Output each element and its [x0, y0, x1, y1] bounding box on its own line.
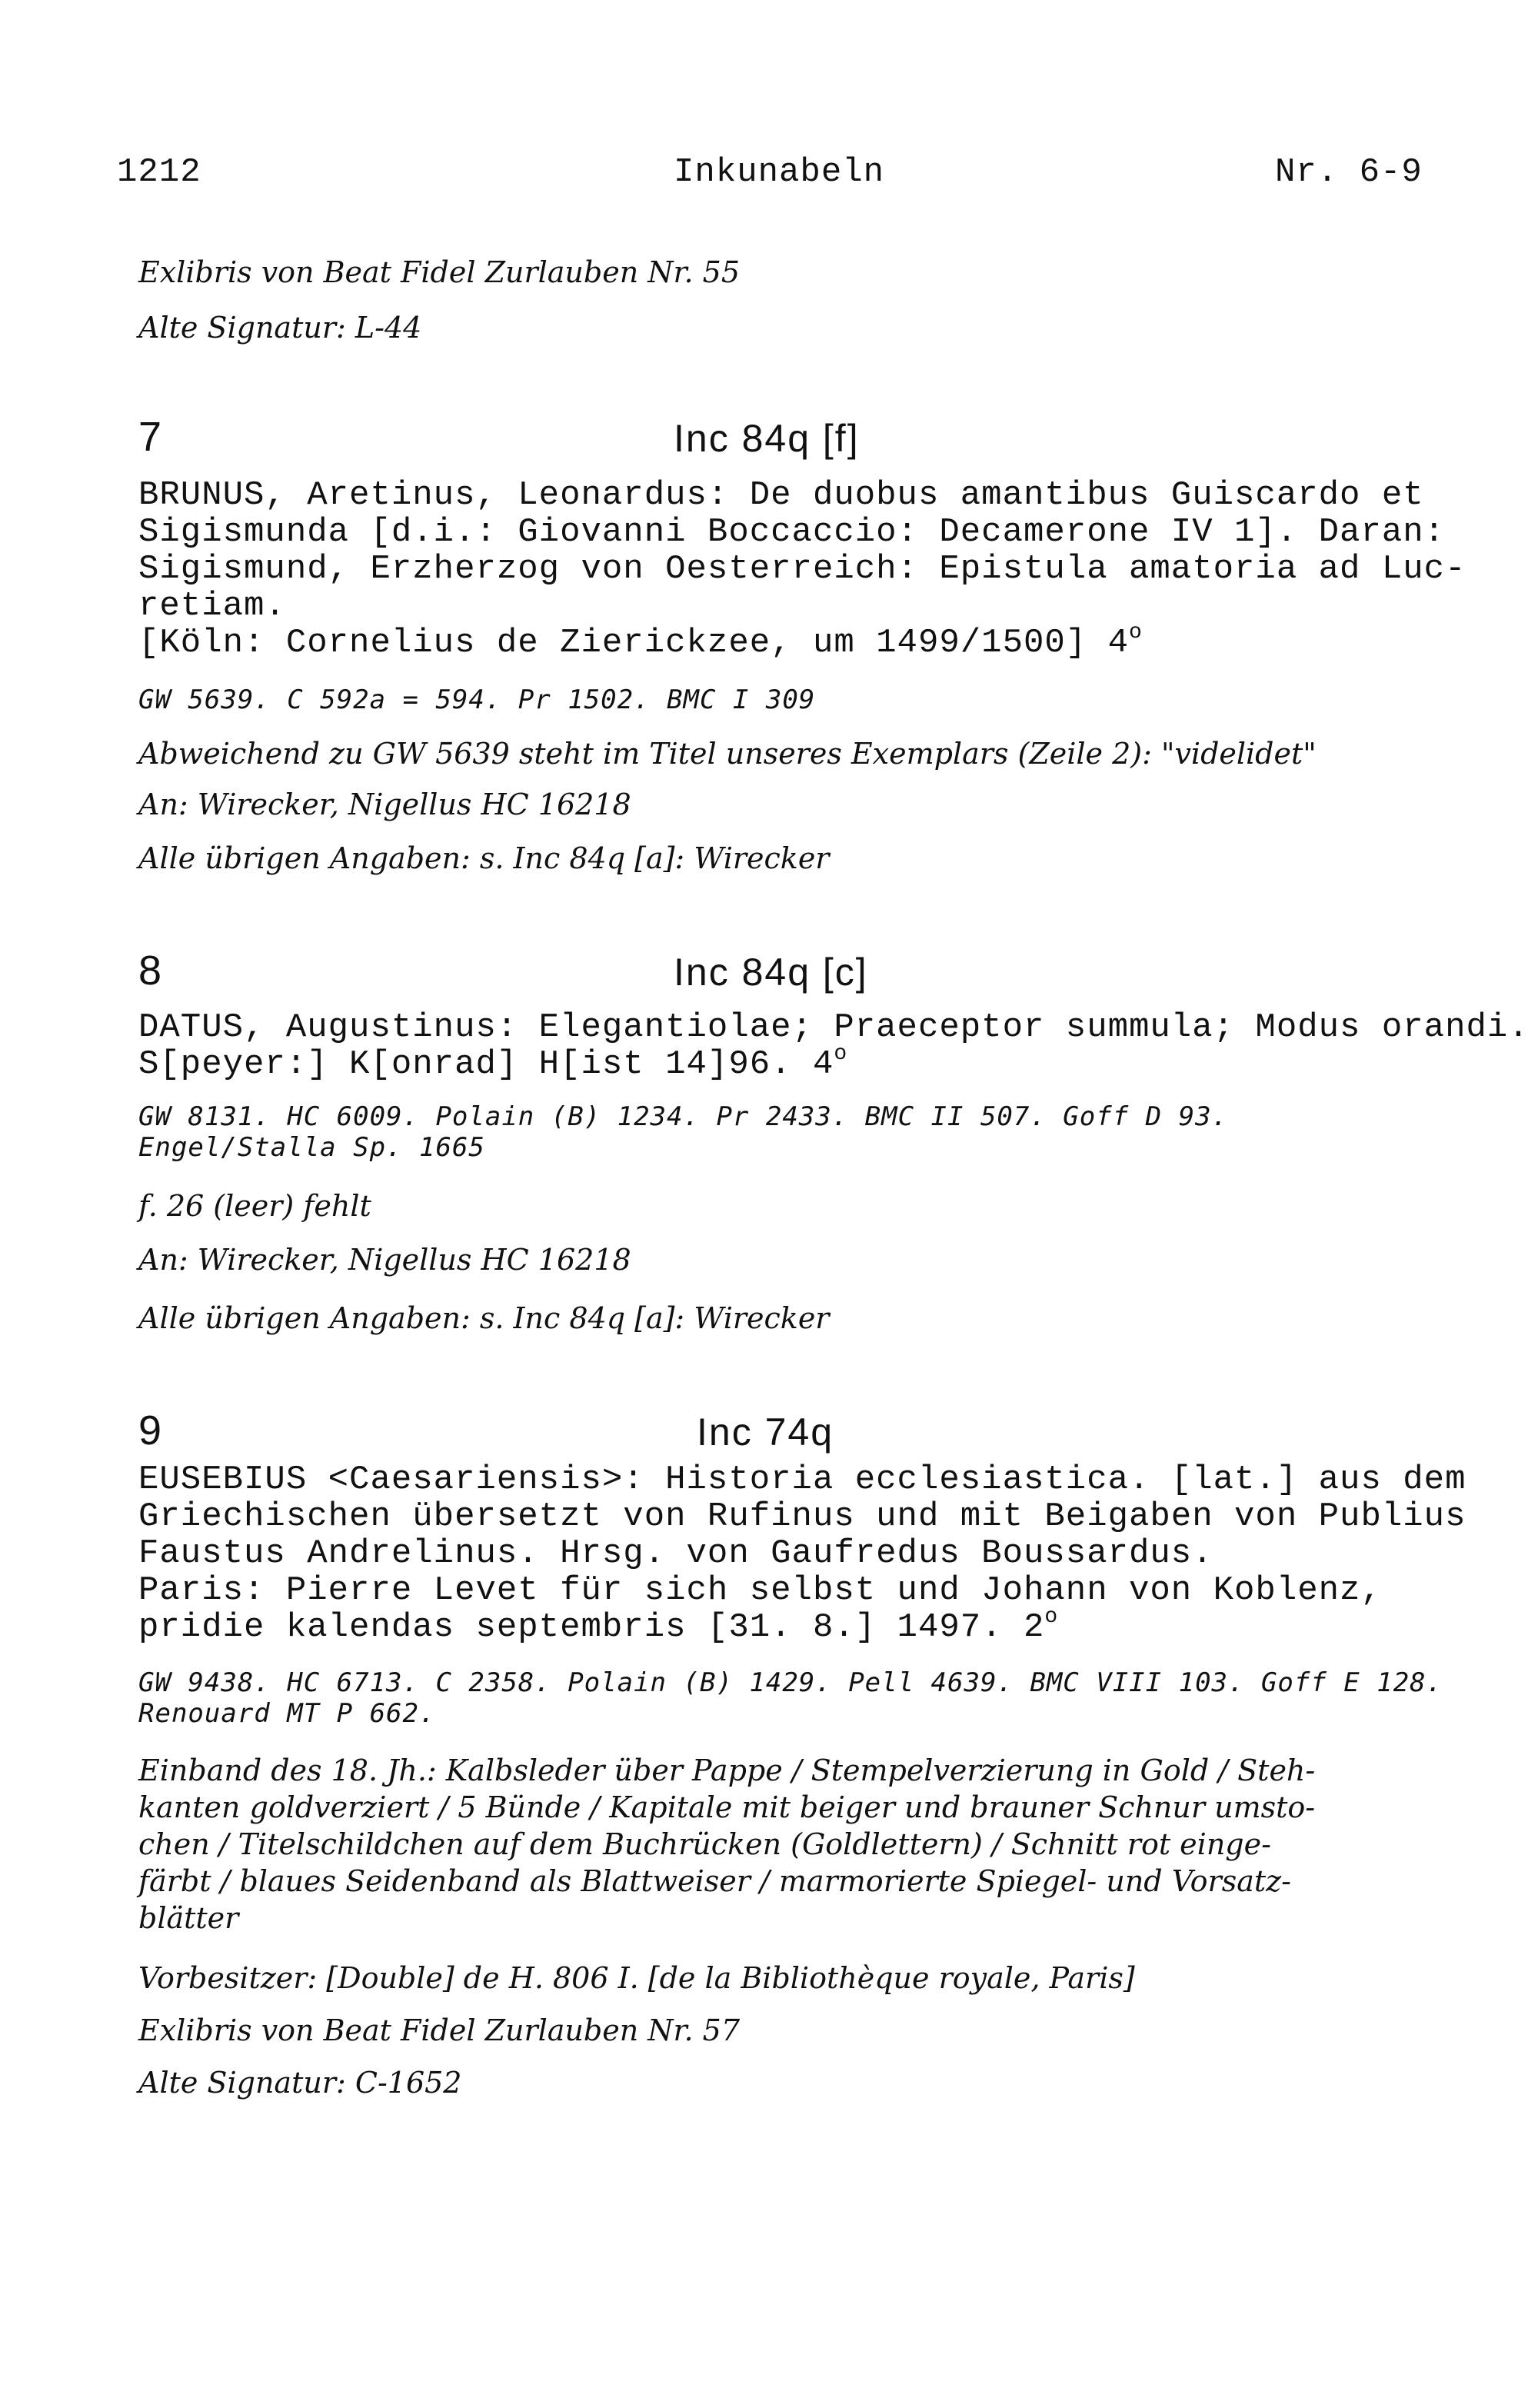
binding-description [138, 1752, 1315, 1937]
entry-number: 8 [138, 948, 162, 994]
description-line: pridie kalendas septembris [31. 8.] 1497. 2$^o$ [138, 1605, 1059, 1647]
shelfmark: Inc 74q [697, 1410, 834, 1454]
references [138, 1101, 1228, 1163]
references: GW 5639. C 592a = 594. Pr 1502. BMC I 309 [138, 684, 816, 715]
binding-line: chen / Titelschildchen auf dem Buchrücken (Goldlettern) / Schnitt rot einge- [138, 1827, 1271, 1861]
entry-number: 7 [138, 414, 162, 460]
note: f. 26 (leer) fehlt [138, 1189, 371, 1223]
references [138, 1667, 1443, 1729]
format-superscript: o [1129, 621, 1143, 645]
entry-description [138, 1009, 1530, 1083]
carryover-signatur: Alte Signatur: L-44 [138, 311, 422, 345]
page-number: 1212 [117, 153, 201, 192]
binding-line: blätter [138, 1901, 239, 1935]
format-superscript: o [1044, 1605, 1059, 1630]
note: An: Wirecker, Nigellus HC 16218 [138, 1243, 631, 1277]
note: Alle übrigen Angaben: s. Inc 84q [a]: Wirecker [138, 1301, 830, 1335]
reference-line: Engel/Stalla Sp. 1665 [138, 1132, 485, 1163]
description-line: Griechischen übersetzt von Rufinus und mit Beigaben von Publius [138, 1497, 1466, 1536]
note: Abweichend zu GW 5639 steht im Titel unseres Exemplars (Zeile 2): "videlidet" [138, 737, 1317, 771]
description-line: BRUNUS, Aretinus, Leonardus: De duobus amantibus Guiscardo et [138, 476, 1424, 515]
carryover-exlibris: Exlibris von Beat Fidel Zurlauben Nr. 55 [138, 255, 741, 289]
reference-line: GW 9438. HC 6713. C 2358. Polain (B) 1429. Pell 4639. BMC VIII 103. Goff E 128. [138, 1667, 1443, 1698]
description-line: Sigismunda [d.i.: Giovanni Boccaccio: Decamerone IV 1]. Daran: [138, 513, 1446, 551]
note: An: Wirecker, Nigellus HC 16218 [138, 788, 631, 821]
description-line: retiam. [138, 587, 286, 625]
binding-line: färbt / blaues Seidenband als Blattweiser / marmorierte Spiegel- und Vorsatz- [138, 1864, 1291, 1898]
note: Alte Signatur: C-1652 [138, 2066, 462, 2100]
reference-line: GW 8131. HC 6009. Polain (B) 1234. Pr 2433. BMC II 507. Goff D 93. [138, 1101, 1229, 1132]
description-line: Sigismund, Erzherzog von Oesterreich: Epistula amatoria ad Luc- [138, 550, 1466, 588]
entry-range: Nr. 6-9 [1275, 153, 1423, 192]
note: Alle übrigen Angaben: s. Inc 84q [a]: Wirecker [138, 841, 830, 875]
shelfmark: Inc 84q [f] [674, 417, 860, 460]
description-line: Faustus Andrelinus. Hrsg. von Gaufredus Boussardus. [138, 1534, 1213, 1573]
shelfmark: Inc 84q [c] [674, 951, 868, 994]
format-superscript: o [834, 1042, 848, 1067]
binding-line: Einband des 18. Jh.: Kalbsleder über Pappe / Stempelverzierung in Gold / Steh- [138, 1754, 1316, 1787]
entry-description [138, 477, 1466, 661]
reference-line: Renouard MT P 662. [138, 1698, 436, 1729]
description-line: S[peyer:] K[onrad] H[ist 14]96. 4$^o$ [138, 1042, 848, 1084]
entry-number: 9 [138, 1407, 162, 1454]
binding-line: kanten goldverziert / 5 Bünde / Kapitale mit beiger und brauner Schnur umsto- [138, 1790, 1316, 1824]
description-line: EUSEBIUS <Caesariensis>: Historia ecclesiastica. [lat.] aus dem [138, 1460, 1466, 1499]
description-line: DATUS, Augustinus: Elegantiolae; Praeceptor summula; Modus orandi. [138, 1008, 1530, 1047]
running-title: Inkunabeln [674, 153, 885, 192]
note: Exlibris von Beat Fidel Zurlauben Nr. 57 [138, 2013, 741, 2047]
description-line: Paris: Pierre Levet für sich selbst und Johann von Koblenz, [138, 1571, 1382, 1610]
note: Vorbesitzer: [Double] de H. 806 I. [de la Bibliothèque royale, Paris] [138, 1961, 1135, 1995]
entry-description [138, 1461, 1466, 1646]
description-line: [Köln: Cornelius de Zierickzee, um 1499/1500] 4$^o$ [138, 621, 1143, 662]
